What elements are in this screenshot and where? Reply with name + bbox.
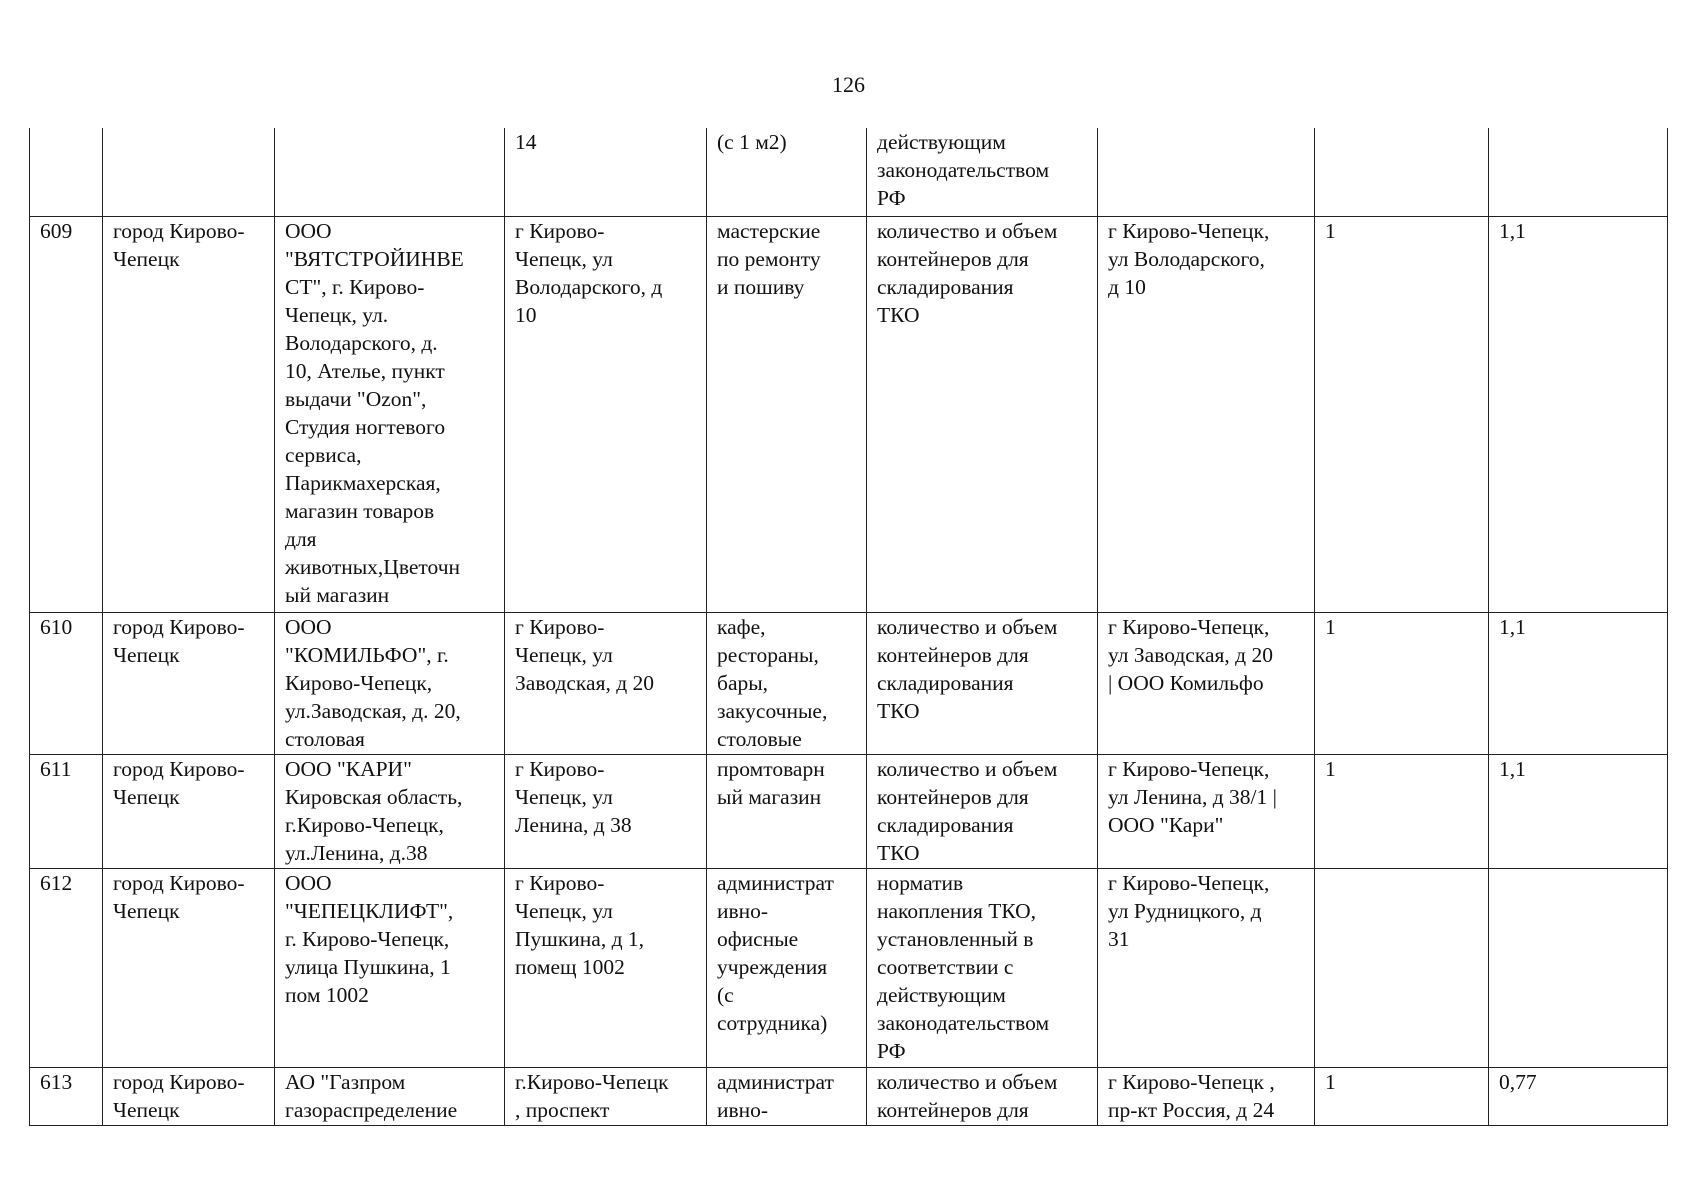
site-cell: г Кирово-Чепецк , пр-кт Россия, д 24 xyxy=(1098,1067,1315,1125)
site-cell: г Кирово-Чепецк, ул Володарского, д 10 xyxy=(1098,216,1315,612)
address-cell: г Кирово- Чепецк, ул Ленина, д 38 xyxy=(505,754,707,868)
table-row xyxy=(30,612,1668,754)
table-row xyxy=(30,1067,1668,1125)
site-cell: г Кирово-Чепецк, ул Заводская, д 20 | ООО Комильфо xyxy=(1098,612,1315,754)
organization-cell: ООО "КАРИ" Кировская область, г.Кирово-Чепецк, ул.Ленина, д.38 xyxy=(275,754,505,868)
basis-cell: действующим законодательством РФ xyxy=(867,128,1098,216)
container-volume-cell: 0,77 xyxy=(1489,1067,1668,1125)
category-cell: мастерские по ремонту и пошиву xyxy=(707,216,867,612)
basis-cell: норматив накопления ТКО, установленный в соответствии с действующим законодательством РФ xyxy=(867,868,1098,1067)
basis-cell: количество и объем контейнеров для складирования ТКО xyxy=(867,216,1098,612)
waste-registry-table xyxy=(29,128,1668,1126)
container-count-cell xyxy=(1315,868,1489,1067)
container-volume-cell xyxy=(1489,128,1668,216)
container-volume-cell: 1,1 xyxy=(1489,216,1668,612)
basis-cell: количество и объем контейнеров для складирования ТКО xyxy=(867,754,1098,868)
table-row xyxy=(30,216,1668,612)
settlement-cell: город Кирово- Чепецк xyxy=(103,1067,275,1125)
category-cell: (с 1 м2) xyxy=(707,128,867,216)
row-number-cell: 609 xyxy=(30,216,103,612)
table-row xyxy=(30,754,1668,868)
page-number: 126 xyxy=(832,72,865,97)
container-volume-cell xyxy=(1489,868,1668,1067)
container-count-cell: 1 xyxy=(1315,612,1489,754)
row-number-cell: 610 xyxy=(30,612,103,754)
table-row xyxy=(30,868,1668,1067)
settlement-cell xyxy=(103,128,275,216)
category-cell: промтоварн ый магазин xyxy=(707,754,867,868)
container-count-cell: 1 xyxy=(1315,216,1489,612)
basis-cell: количество и объем контейнеров для складирования ТКО xyxy=(867,612,1098,754)
container-volume-cell: 1,1 xyxy=(1489,754,1668,868)
site-cell: г Кирово-Чепецк, ул Рудницкого, д 31 xyxy=(1098,868,1315,1067)
address-cell: г Кирово- Чепецк, ул Пушкина, д 1, помещ 1002 xyxy=(505,868,707,1067)
table-row xyxy=(30,128,1668,216)
category-cell: кафе, рестораны, бары, закусочные, столовые xyxy=(707,612,867,754)
address-cell: г Кирово- Чепецк, ул Володарского, д 10 xyxy=(505,216,707,612)
row-number-cell xyxy=(30,128,103,216)
settlement-cell: город Кирово- Чепецк xyxy=(103,868,275,1067)
category-cell: администрат ивно- xyxy=(707,1067,867,1125)
organization-cell: ООО "ВЯТСТРОЙИНВЕ СТ", г. Кирово- Чепецк, ул. Володарского, д. 10, Ателье, пункт выдачи "Ozon", Студия ногтевого сервиса, Парикмахерская, магазин товаров для животных,Цветочн ый магазин xyxy=(275,216,505,612)
basis-cell: количество и объем контейнеров для xyxy=(867,1067,1098,1125)
settlement-cell: город Кирово- Чепецк xyxy=(103,216,275,612)
organization-cell: ООО "ЧЕПЕЦКЛИФТ", г. Кирово-Чепецк, улица Пушкина, 1 пом 1002 xyxy=(275,868,505,1067)
settlement-cell: город Кирово- Чепецк xyxy=(103,612,275,754)
row-number-cell: 611 xyxy=(30,754,103,868)
category-cell: администрат ивно- офисные учреждения (с сотрудника) xyxy=(707,868,867,1067)
address-cell: 14 xyxy=(505,128,707,216)
row-number-cell: 612 xyxy=(30,868,103,1067)
settlement-cell: город Кирово- Чепецк xyxy=(103,754,275,868)
organization-cell xyxy=(275,128,505,216)
container-count-cell: 1 xyxy=(1315,1067,1489,1125)
container-volume-cell: 1,1 xyxy=(1489,612,1668,754)
container-count-cell: 1 xyxy=(1315,754,1489,868)
organization-cell: ООО "КОМИЛЬФО", г. Кирово-Чепецк, ул.Заводская, д. 20, столовая xyxy=(275,612,505,754)
row-number-cell: 613 xyxy=(30,1067,103,1125)
site-cell: г Кирово-Чепецк, ул Ленина, д 38/1 | ООО "Кари" xyxy=(1098,754,1315,868)
address-cell: г.Кирово-Чепецк , проспект xyxy=(505,1067,707,1125)
address-cell: г Кирово- Чепецк, ул Заводская, д 20 xyxy=(505,612,707,754)
container-count-cell xyxy=(1315,128,1489,216)
organization-cell: АО "Газпром газораспределение xyxy=(275,1067,505,1125)
site-cell xyxy=(1098,128,1315,216)
